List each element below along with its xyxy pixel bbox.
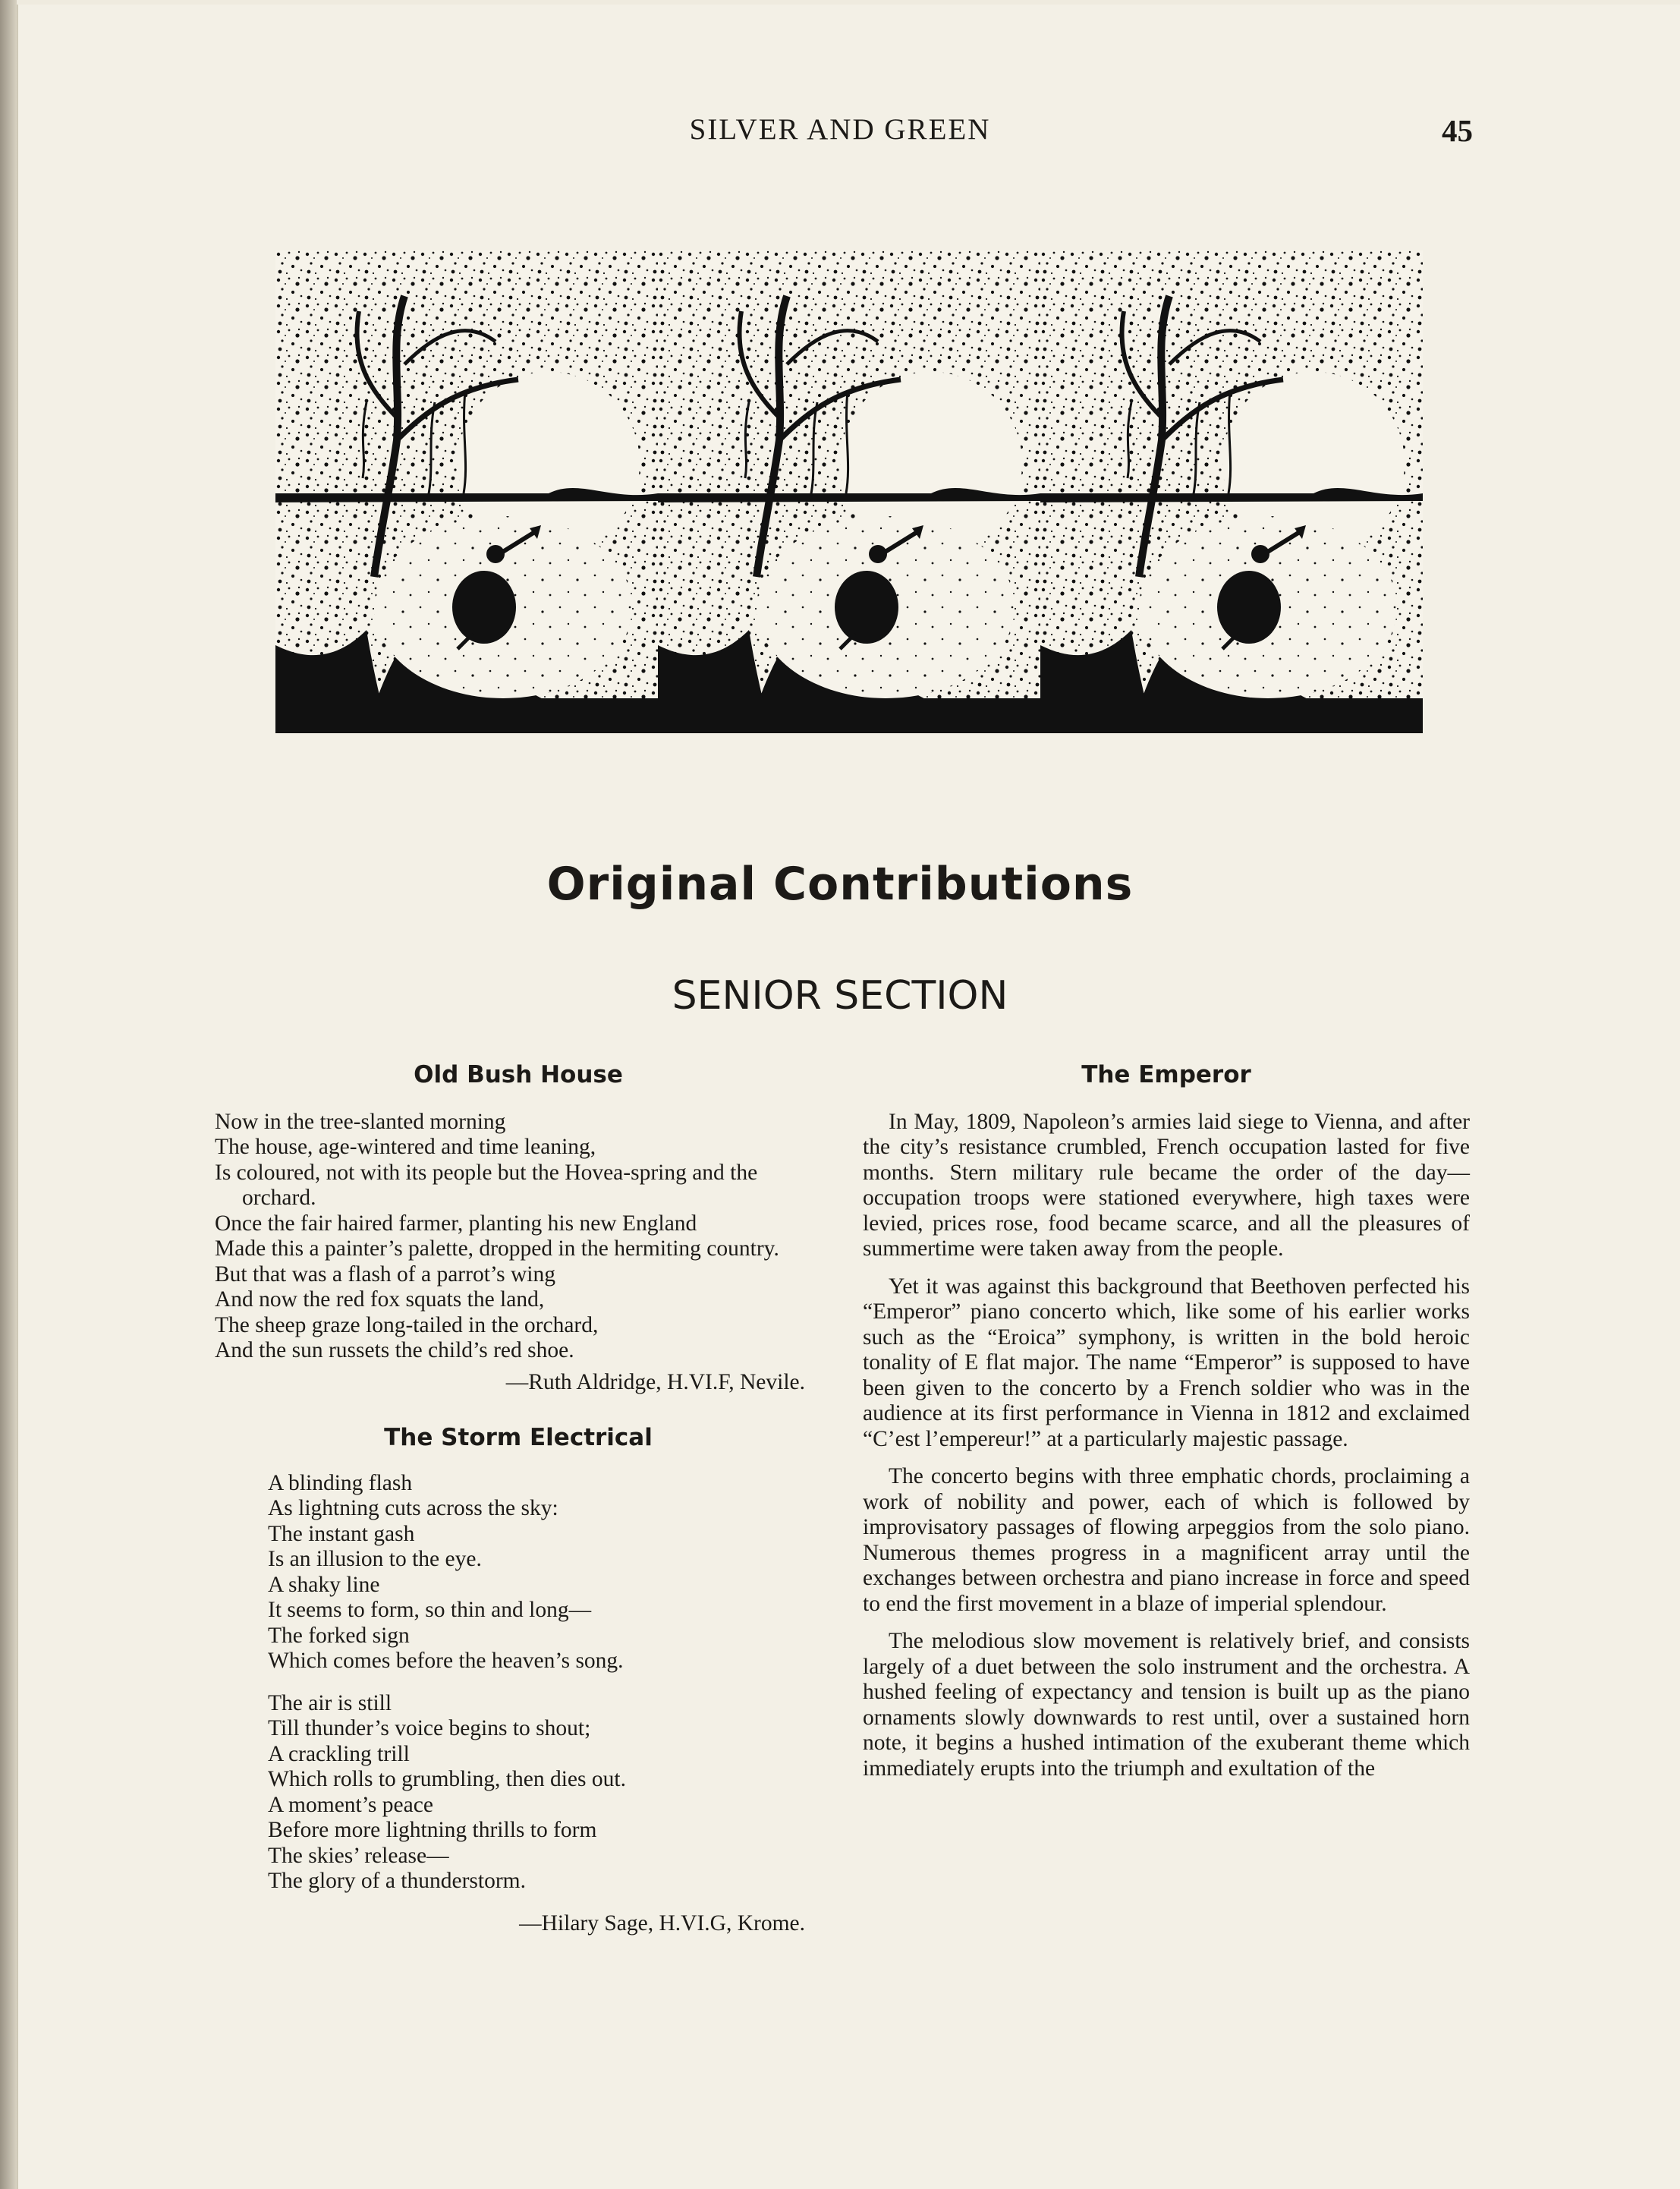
poem-line: Made this a painter’s palette, dropped in the hermiting country. <box>215 1236 779 1261</box>
running-title: SILVER AND GREEN <box>689 113 991 146</box>
poem-line: Now in the tree-slanted morning <box>215 1109 506 1134</box>
essay-paragraph: The melodious slow movement is relatively brief, and consists largely of a duet between the solo instrument and the orchestra. A hushed feeling of expectancy and tension is built up as the piano ornaments slowly downwards to rest until, over a sustained horn note, it begins a hushed intimation of the exuberant theme which immediately erupts into the triumph and exultation of the <box>863 1629 1470 1781</box>
essay-paragraph: In May, 1809, Napoleon’s armies laid siege to Vienna, and after the city’s resistance crumbled, French occupation lasted for five months. Stern military rule became the order of the day—occupation troops were stationed everywhere, high taxes were levied, prices rose, food became scarce, and all the pleasures of summertime were taken away from the people. <box>863 1109 1470 1261</box>
poem-line: Once the fair haired farmer, planting his new England <box>215 1211 697 1236</box>
poem-line: Till thunder’s voice begins to shout; <box>268 1716 591 1740</box>
poem-line: The instant gash <box>268 1521 415 1546</box>
poem-old-bush-house <box>215 1110 822 1364</box>
left-column <box>215 1063 822 1936</box>
poem-line: The glory of a thunderstorm. <box>268 1869 526 1893</box>
poem-line: As lightning cuts across the sky: <box>268 1496 558 1520</box>
poem-credit: —Ruth Aldridge, H.VI.F, Nevile. <box>505 1369 805 1394</box>
stanza <box>268 1471 822 1674</box>
right-column <box>863 1063 1470 1794</box>
essay-title: The Emperor <box>1081 1061 1251 1088</box>
poem-line: A shaky line <box>268 1572 380 1597</box>
poem-line: The sheep graze long-tailed in the orchard, <box>215 1312 599 1337</box>
poem-line: The forked sign <box>268 1623 410 1648</box>
poem-credit: —Hilary Sage, H.VI.G, Krome. <box>519 1910 805 1935</box>
poem-line: A crackling trill <box>268 1741 410 1766</box>
poem-line: A blinding flash <box>268 1470 413 1495</box>
poem-title: Old Bush House <box>414 1061 623 1088</box>
poem-line: But that was a flash of a parrot’s wing <box>215 1261 555 1287</box>
poem-storm-electrical <box>215 1471 822 1895</box>
main-title: Original Contributions <box>546 858 1134 911</box>
book-spine-shadow <box>0 0 17 2189</box>
poem-title: The Storm Electrical <box>384 1424 653 1451</box>
essay-paragraph: The concerto begins with three emphatic chords, proclaiming a work of nobility and power, each of which is followed by improvisatory passages of flowing arpeggios from the solo piano. Numerous themes progress in a magnificent array until the exchanges between orchestra and piano increase in force and speed to end the first movement in a blaze of imperial splendour. <box>863 1464 1470 1616</box>
poem-line: It seems to form, so thin and long— <box>268 1598 592 1622</box>
essay-paragraph: Yet it was against this background that Beethoven perfected his “Emperor” piano concerto which, like some of his earlier works such as the “Eroica” symphony, is written in the bold heroic tonality of E flat major. The name “Emperor” is supposed to have been given to the concerto by a French soldier who was in the audience at its first performance in Vienna in 1812 and exclaimed “C’est l’empereur!” at a particularly majestic passage. <box>863 1274 1470 1451</box>
poem-line: A moment’s peace <box>268 1792 433 1817</box>
poem-line: Which rolls to grumbling, then dies out. <box>268 1767 626 1791</box>
poem-line: Is coloured, not with its people but the Hovea-spring and the orchard. <box>215 1160 758 1210</box>
poem-line: Is an illusion to the eye. <box>268 1547 482 1571</box>
poem-line: Before more lightning thrills to form <box>268 1818 597 1842</box>
section-title: SENIOR SECTION <box>672 973 1008 1019</box>
poem-line: Which comes before the heaven’s song. <box>268 1649 624 1673</box>
tree-moon-trumpeter-illustration <box>275 250 1423 733</box>
poem-line: The house, age-wintered and time leaning, <box>215 1135 596 1159</box>
poem-line: The skies’ release— <box>268 1843 449 1868</box>
poem-line: And now the red fox squats the land, <box>215 1287 545 1312</box>
poem-line: And the sun russets the child’s red shoe. <box>215 1338 574 1362</box>
page-number: 45 <box>1442 113 1473 148</box>
stanza <box>268 1691 822 1895</box>
poem-line: The air is still <box>268 1690 392 1715</box>
